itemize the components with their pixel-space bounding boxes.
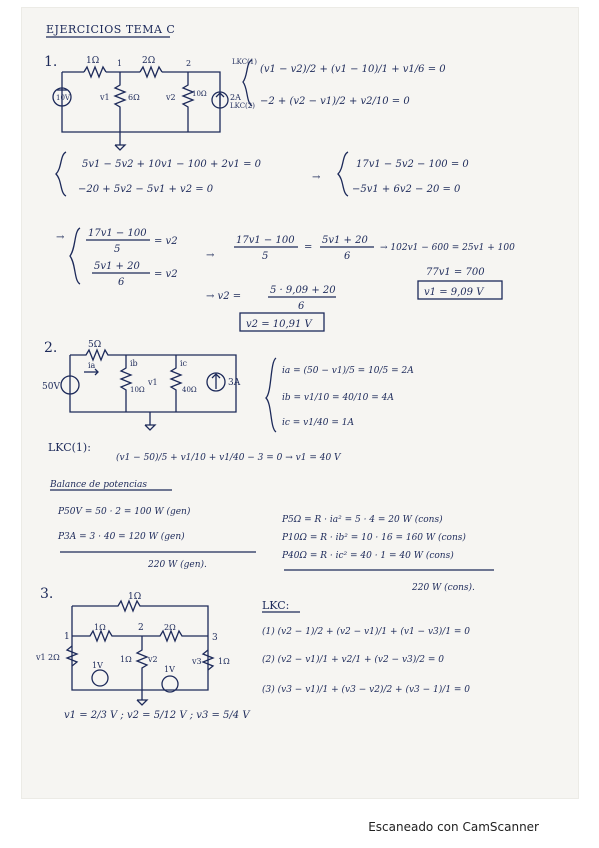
ex1-equals: =	[304, 242, 313, 253]
ex1-eq-e: → v2 =	[206, 291, 242, 302]
ex2-source-v-label: 50V	[42, 382, 60, 392]
ex1-lkc2-label: LKC(2)	[230, 102, 255, 110]
ex1-arrow-3: →	[206, 250, 215, 261]
ex3-r-a-label: 1Ω	[94, 623, 106, 632]
ex1-arrow-1: →	[312, 172, 321, 183]
ex3-node1-label: 1	[64, 632, 70, 642]
ex1-circuit	[53, 67, 228, 150]
watermark-brand: CamScanner	[462, 820, 539, 834]
ex3-equation-3: (3) (v3 − v1)/1 + (v3 − v2)/2 + (v3 − 1)/1 = 0	[262, 685, 471, 695]
ex1-frac-b-rhs: = v2	[154, 269, 178, 280]
ex2-v1-label: v1	[148, 378, 158, 387]
ex3-r-right-label: 1Ω	[218, 657, 230, 666]
watermark-prefix: Escaneado con	[368, 820, 459, 834]
ex3-r-top-label: 1Ω	[128, 592, 142, 602]
ex1-brace	[243, 60, 252, 106]
ex2-power-gen-total: 220 W (gen).	[148, 560, 207, 570]
ex3-node3-label: 3	[212, 633, 218, 643]
ex1-v2-label: v2	[166, 93, 176, 102]
ex3-equation-2: (2) (v2 − v1)/1 + v2/1 + (v2 − v3)/2 = 0	[262, 655, 445, 665]
ex3-lkc-label: LKC:	[262, 599, 290, 612]
ex2-power-4: P10Ω = R · ib² = 10 · 16 = 160 W (cons)	[282, 533, 466, 543]
ex1-eq-c-rest: → 102v1 − 600 = 25v1 + 100	[380, 243, 515, 253]
ex2-ib-label: ib	[130, 359, 138, 368]
ex2-ic-label: ic	[180, 359, 188, 368]
ex2-current-c: ic = v1/40 = 1A	[282, 418, 354, 428]
ex3-equation-1: (1) (v2 − 1)/2 + (v2 − v1)/1 + (v1 − v3)/1 = 0	[262, 627, 471, 637]
ex3-r-mid-label: 1Ω	[120, 655, 132, 664]
ex2-r3-label: 40Ω	[182, 386, 197, 394]
ex1-equation-b: −2 + (v2 − v1)/2 + v2/10 = 0	[260, 96, 410, 107]
ex1-eq-e-den: 6	[298, 301, 305, 312]
ex1-eq-c-den2: 6	[344, 251, 351, 262]
ex3-source1-label: 1V	[92, 661, 103, 670]
ex1-eq-e-num: 5 · 9,09 + 20	[270, 285, 336, 296]
ex1-source-i-label: 2A	[230, 93, 241, 102]
ex2-r1-label: 5Ω	[88, 340, 102, 350]
ex2-power-3: P5Ω = R · ia² = 5 · 4 = 20 W (cons)	[282, 515, 443, 525]
ex3-v3-label: v3	[192, 657, 202, 666]
ex2-r2-label: 10Ω	[130, 386, 145, 394]
ex1-arrow-2: →	[56, 232, 65, 243]
ex3-circuit	[67, 601, 213, 705]
ex2-source-i-label: 3A	[228, 378, 241, 388]
ex2-current-b: ib = v1/10 = 40/10 = 4A	[282, 393, 394, 403]
ex1-eq-c-den1: 5	[262, 251, 269, 262]
ex3-node2-label: 2	[138, 623, 144, 633]
ex1-eq-c-num1: 17v1 − 100	[236, 235, 295, 246]
ex1-lkc1-label: LKC(1)	[232, 58, 257, 66]
ex1-frac-a-rhs: = v2	[154, 236, 178, 247]
ex2-lkc-equation: (v1 − 50)/5 + v1/10 + v1/40 − 3 = 0 → v1 = 40 V	[116, 453, 341, 463]
ex1-system1-a: 5v1 − 5v2 + 10v1 − 100 + 2v1 = 0	[82, 159, 261, 170]
ex1-eq-d: 77v1 = 700	[426, 267, 485, 278]
ex1-eq-c-num2: 5v1 + 20	[322, 235, 368, 246]
ex1-system1-b: −20 + 5v2 − 5v1 + v2 = 0	[78, 184, 214, 195]
ex3-number: 3.	[40, 586, 54, 602]
ex1-r2-label: 2Ω	[142, 56, 156, 66]
ex1-number: 1.	[44, 54, 58, 70]
ex3-r-left-label: 2Ω	[48, 653, 60, 662]
ex1-frac-b-den: 6	[118, 277, 125, 288]
ex1-brace-3	[338, 152, 348, 196]
ex3-r-b-label: 2Ω	[164, 623, 176, 632]
ex1-result-v2: v2 = 10,91 V	[246, 319, 312, 330]
ex2-power-cons-total: 220 W (cons).	[412, 583, 475, 593]
ex1-node2-label: 2	[186, 59, 192, 68]
ex1-result-v1: v1 = 9,09 V	[424, 287, 484, 298]
ex2-power-5: P40Ω = R · ic² = 40 · 1 = 40 W (cons)	[282, 551, 454, 561]
ex3-v1-label: v1	[36, 653, 46, 662]
ex1-source-v-label: 10V	[56, 94, 70, 102]
ex1-frac-b-num: 5v1 + 20	[94, 261, 140, 272]
ex1-v1-label: v1	[100, 93, 110, 102]
ex1-node1-label: 1	[117, 59, 123, 68]
ex1-r4-label: 10Ω	[192, 90, 207, 98]
ex2-lkc-label: LKC(1):	[48, 441, 91, 454]
ex2-current-a: ia = (50 − v1)/5 = 10/5 = 2A	[282, 366, 414, 376]
ex2-power-1: P50V = 50 · 2 = 100 W (gen)	[58, 507, 191, 517]
ex1-brace-4	[70, 228, 80, 284]
ex1-brace-2	[56, 152, 66, 196]
ex1-equation-a: (v1 − v2)/2 + (v1 − 10)/1 + v1/6 = 0	[260, 64, 446, 75]
scanner-watermark	[0, 820, 539, 834]
ex1-system2-a: 17v1 − 5v2 − 100 = 0	[356, 159, 469, 170]
ex3-result: v1 = 2/3 V ; v2 = 5/12 V ; v3 = 5/4 V	[64, 710, 250, 721]
ex2-number: 2.	[44, 340, 58, 356]
ex3-source2-label: 1V	[164, 665, 175, 674]
ex1-r1-label: 1Ω	[86, 56, 100, 66]
ex1-frac-a-den: 5	[114, 244, 121, 255]
ex2-ia-label: ia	[88, 361, 96, 370]
ex2-balance-title: Balance de potencias	[50, 480, 148, 490]
ex1-frac-a-num: 17v1 − 100	[88, 228, 147, 239]
ex2-power-2: P3A = 3 · 40 = 120 W (gen)	[58, 532, 185, 542]
ex1-r3-label: 6Ω	[128, 93, 140, 102]
ex2-brace	[266, 358, 276, 432]
ex1-system2-b: −5v1 + 6v2 − 20 = 0	[352, 184, 461, 195]
page-title: EJERCICIOS TEMA C	[46, 23, 176, 36]
ex3-v2-label: v2	[148, 655, 158, 664]
